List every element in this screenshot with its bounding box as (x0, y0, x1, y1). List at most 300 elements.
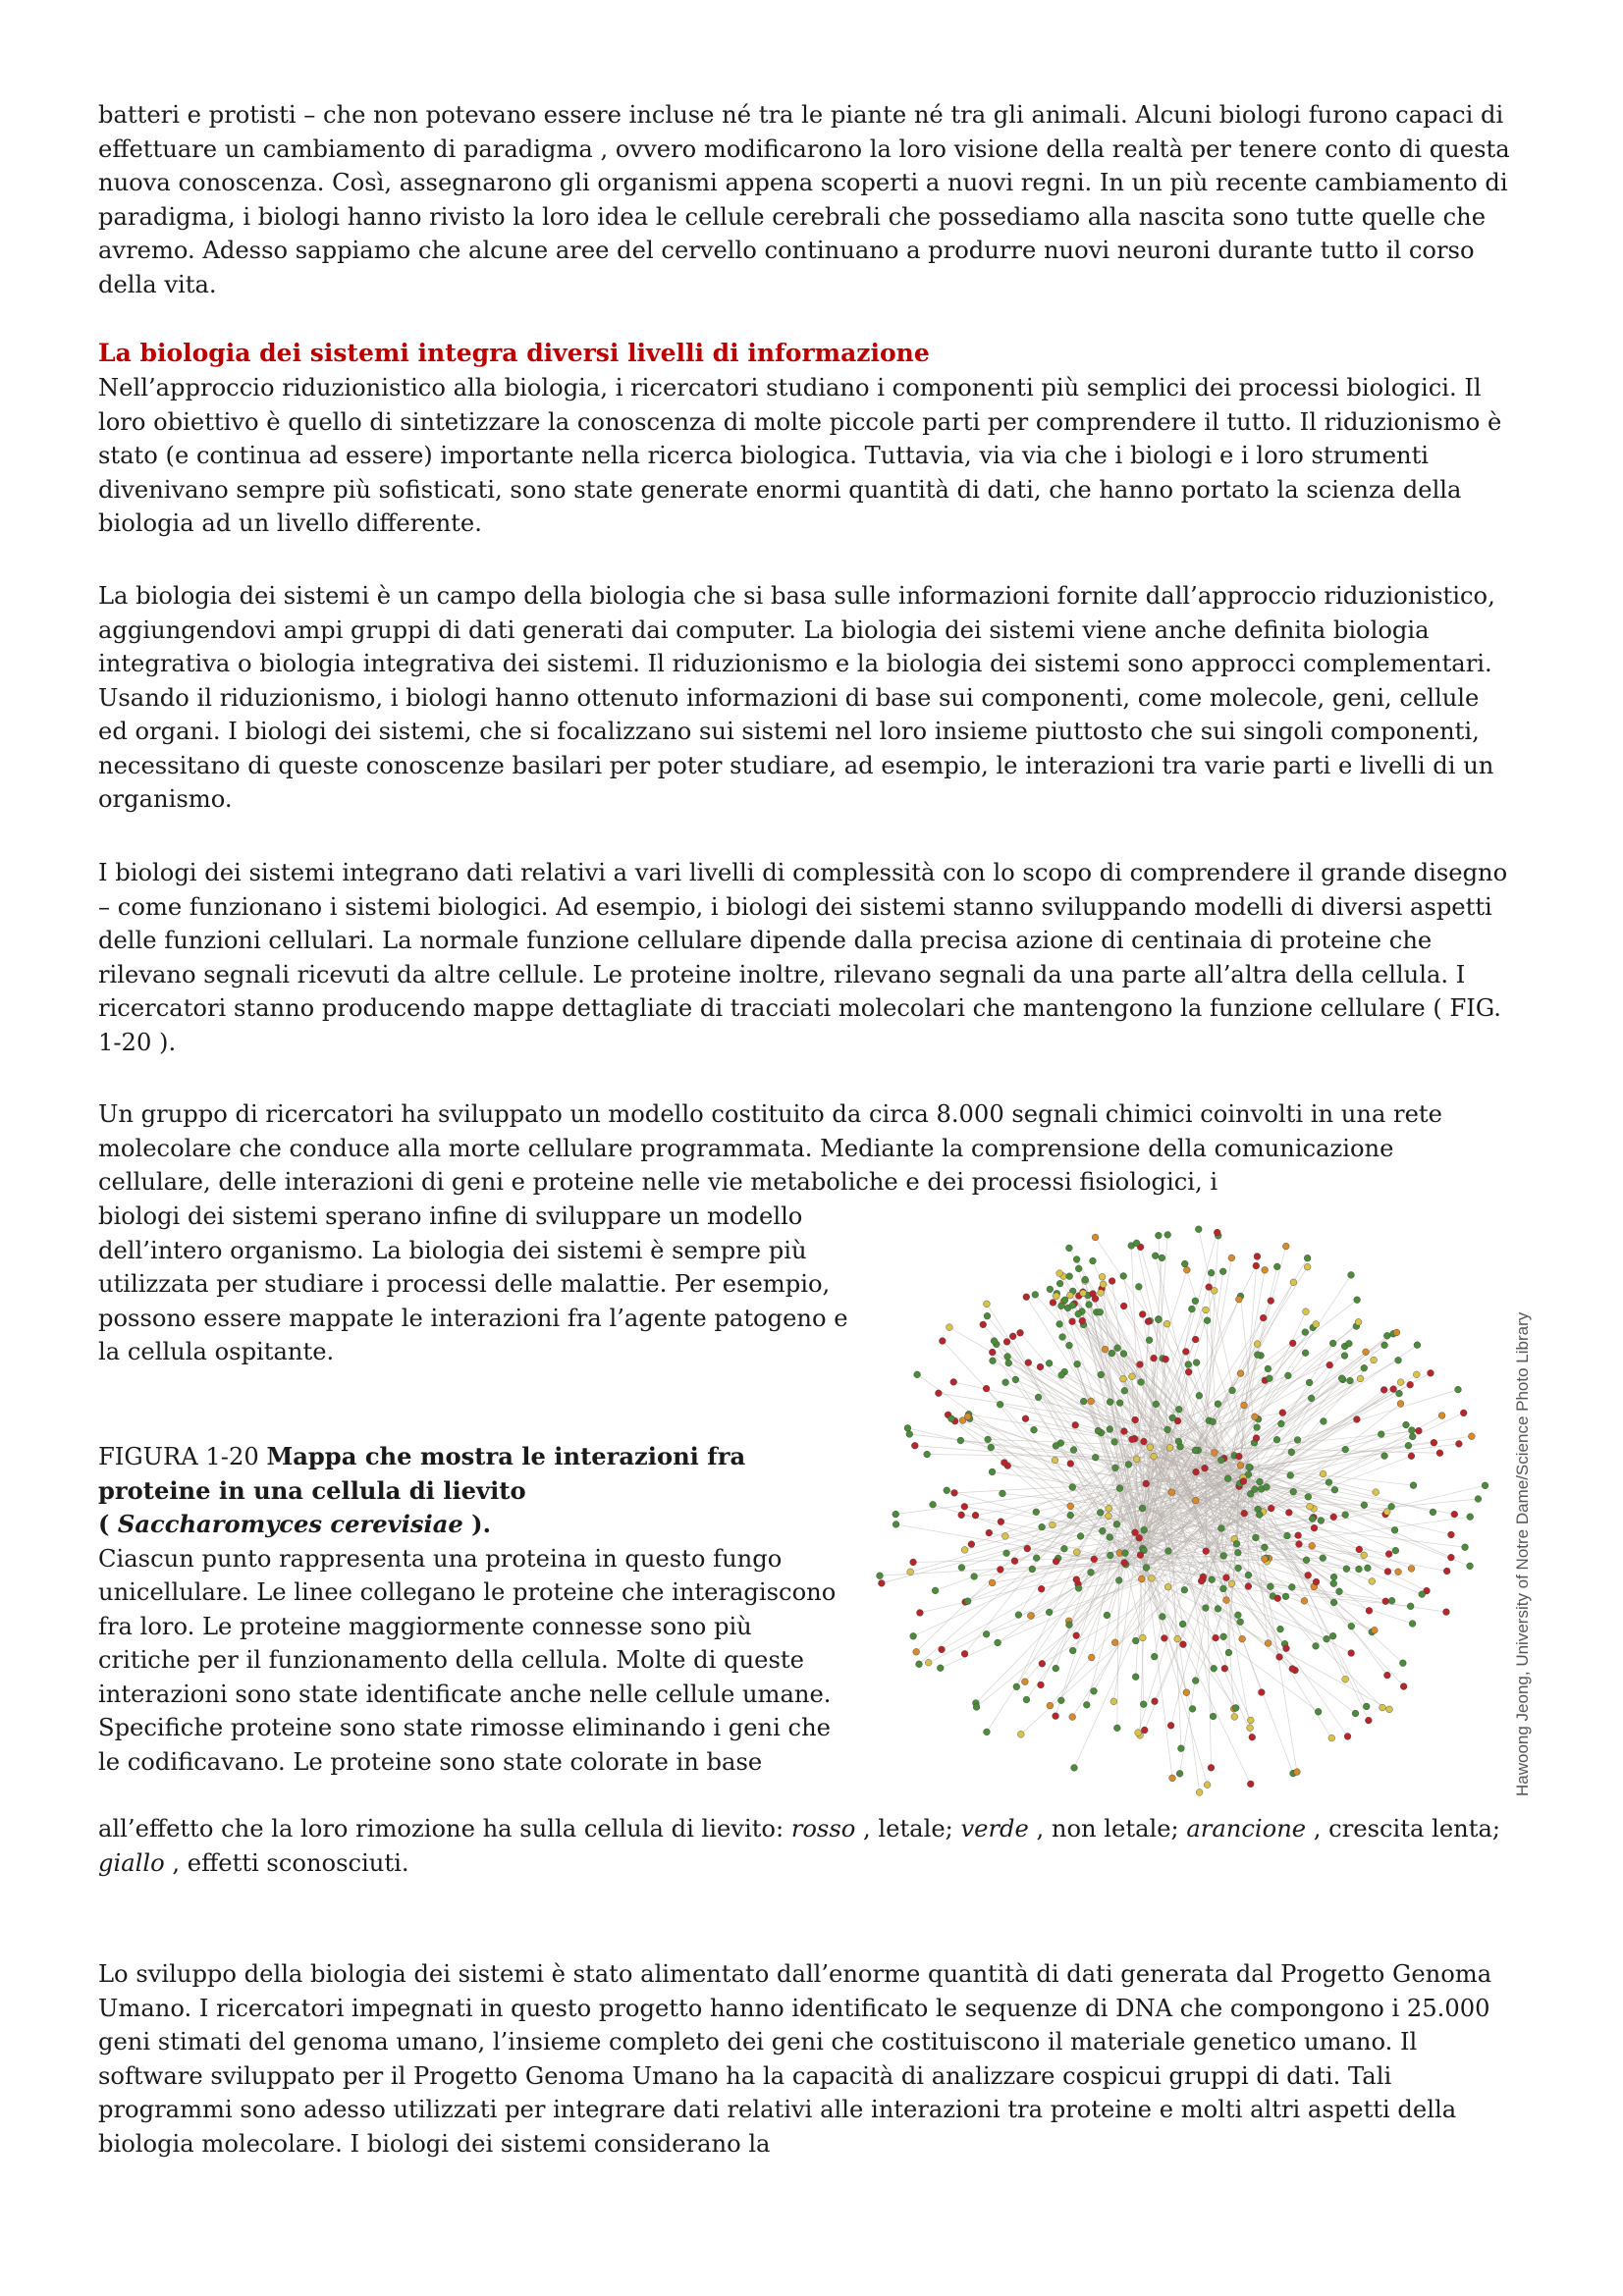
protein-node (1066, 1292, 1073, 1299)
protein-node (1239, 1635, 1246, 1642)
protein-node (1338, 1375, 1345, 1382)
protein-node (1056, 1280, 1063, 1287)
protein-node (1246, 1464, 1253, 1470)
protein-node (1409, 1433, 1416, 1440)
protein-node (989, 1579, 996, 1586)
section-heading: La biologia dei sistemi integra diversi livelli di informazione (98, 339, 930, 367)
protein-node (1247, 1781, 1254, 1788)
protein-node (1366, 1607, 1373, 1614)
protein-node (1069, 1647, 1076, 1654)
protein-node (1025, 1360, 1032, 1366)
legend-red-desc: , letale; (855, 1815, 961, 1842)
legend-intro: all’effetto che la loro rimozione ha sulla cellula di lievito: (98, 1815, 791, 1842)
protein-node (948, 1415, 955, 1422)
protein-node (1155, 1316, 1162, 1323)
protein-node (1189, 1705, 1196, 1712)
protein-node (1057, 1697, 1064, 1704)
protein-node (1111, 1639, 1118, 1646)
protein-node (1451, 1511, 1458, 1518)
protein-node (1073, 1549, 1080, 1556)
protein-node (1282, 1593, 1289, 1600)
protein-node (1215, 1401, 1221, 1408)
protein-node (1288, 1449, 1295, 1456)
protein-node (1318, 1518, 1325, 1524)
protein-node (1188, 1306, 1195, 1312)
protein-node (1083, 1701, 1090, 1708)
protein-node (1052, 1457, 1058, 1464)
protein-node (1283, 1645, 1290, 1652)
protein-node (878, 1579, 885, 1586)
protein-node (1098, 1371, 1105, 1378)
protein-node (932, 1587, 939, 1594)
protein-node (984, 1312, 991, 1319)
protein-node (1399, 1660, 1406, 1667)
protein-node (1347, 1377, 1354, 1384)
protein-node (1053, 1558, 1059, 1565)
protein-node (1035, 1394, 1042, 1401)
protein-node (911, 1442, 918, 1449)
protein-node (1066, 1622, 1073, 1629)
protein-node (1253, 1262, 1260, 1269)
protein-node (1253, 1435, 1260, 1442)
protein-node (1022, 1415, 1029, 1422)
protein-node (1183, 1689, 1190, 1696)
protein-node (1344, 1734, 1351, 1740)
protein-node (1330, 1574, 1337, 1580)
protein-node (1039, 1660, 1046, 1667)
protein-node (1192, 1336, 1199, 1343)
protein-node (1383, 1509, 1390, 1516)
protein-node (1058, 1371, 1065, 1378)
protein-node (983, 1301, 990, 1308)
protein-node (1149, 1575, 1156, 1581)
protein-node (1397, 1401, 1404, 1408)
protein-node (1204, 1317, 1211, 1324)
protein-node (1408, 1566, 1415, 1573)
protein-node (1111, 1438, 1118, 1445)
protein-node (1326, 1362, 1333, 1368)
protein-node (1391, 1526, 1398, 1533)
protein-node (1015, 1612, 1022, 1619)
protein-node (1066, 1342, 1073, 1349)
protein-node (1195, 1226, 1202, 1233)
protein-node (1240, 1478, 1247, 1485)
protein-node (1295, 1532, 1302, 1539)
protein-node (990, 1358, 997, 1364)
protein-node (1284, 1532, 1291, 1539)
protein-node (1031, 1426, 1038, 1433)
protein-node (1027, 1613, 1034, 1620)
protein-node (1069, 1714, 1076, 1721)
protein-node (1095, 1427, 1102, 1434)
protein-node (1247, 1725, 1254, 1732)
protein-node (1241, 1510, 1248, 1517)
protein-node (1129, 1436, 1136, 1443)
protein-node (1058, 1303, 1065, 1309)
protein-node (986, 1529, 993, 1536)
protein-node (1013, 1683, 1020, 1690)
protein-node (1294, 1437, 1301, 1444)
protein-node (1049, 1522, 1055, 1528)
protein-node (1383, 1332, 1390, 1339)
protein-node (997, 1401, 1003, 1408)
protein-node (1254, 1352, 1261, 1359)
protein-node (1475, 1496, 1482, 1503)
protein-node (1097, 1308, 1104, 1315)
protein-node (1371, 1357, 1378, 1363)
protein-node (1306, 1379, 1313, 1386)
protein-node (1003, 1339, 1010, 1346)
protein-node (1342, 1676, 1349, 1682)
protein-node (1447, 1554, 1454, 1561)
protein-node (1067, 1461, 1074, 1468)
protein-node (1163, 1320, 1170, 1327)
protein-node (1254, 1341, 1261, 1348)
protein-nodes (877, 1226, 1488, 1795)
protein-node (893, 1522, 899, 1528)
paragraph-reductionism: Nell’approccio riduzionistico alla biologia, i ricercatori studiano i componenti più semplici dei processi biologici. Il loro obiettivo è quello di sintetizzare la conoscenza di molte piccole parti per comprendere il tutto. Il riduzionismo è stato (e continua ad essere) importante nella ricerca biologica. Tuttavia, via via che i biologi e i loro strumenti divenivano sempre più sofisticati, sono state generate enormi quantità di dati, che hanno portato la scienza della biologia ad un livello differente. (98, 374, 1502, 537)
protein-node (939, 1338, 946, 1345)
protein-node (1182, 1349, 1189, 1356)
protein-node (1258, 1689, 1265, 1696)
photo-credit: Hawoong Jeong, University of Notre Dame/Science Photo Library (1513, 1311, 1532, 1796)
protein-node (1164, 1231, 1171, 1238)
protein-node (1468, 1433, 1475, 1440)
protein-node (1092, 1454, 1099, 1461)
protein-node (1309, 1542, 1316, 1549)
protein-node (914, 1371, 921, 1378)
protein-node (1092, 1234, 1099, 1241)
protein-node (1050, 1300, 1056, 1307)
protein-node (1274, 1595, 1281, 1602)
protein-node (1403, 1421, 1410, 1428)
protein-node (1072, 1421, 1079, 1428)
protein-node (1460, 1410, 1467, 1416)
protein-node (1098, 1290, 1105, 1297)
protein-node (1329, 1632, 1336, 1639)
protein-node (995, 1639, 1001, 1646)
protein-node (1311, 1524, 1318, 1531)
protein-node (1416, 1427, 1423, 1434)
paragraph-intro: batteri e protisti – che non potevano essere incluse né tra le piante né tra gli animali. Alcuni biologi furono capaci di effettuare un cambiamento di paradigma , ovvero modificarono la loro visione della realtà per tenere conto di questa nuova conoscenza. Così, assegnarono gli organismi appena scoperti a nuovi regni. In un più recente cambiamento di paradigma, i biologi hanno rivisto la loro idea le cellule cerebrali che possediamo alla nascita sono tutte quelle che avremo. Adesso sappiamo che alcune aree del cervello continuano a produrre nuovi neuroni durante tutto il corso della vita. (98, 101, 1510, 298)
protein-node (1482, 1482, 1488, 1489)
protein-node (1264, 1483, 1271, 1490)
protein-node (1110, 1698, 1117, 1705)
protein-node (1120, 1272, 1127, 1279)
protein-node (1336, 1588, 1343, 1595)
protein-node (1038, 1682, 1045, 1688)
interaction-lines (880, 1229, 1486, 1792)
protein-node (1303, 1308, 1310, 1315)
protein-node (1192, 1678, 1199, 1684)
protein-node (1208, 1764, 1215, 1771)
protein-node (1196, 1392, 1203, 1399)
protein-node (1235, 1453, 1242, 1460)
protein-node (1331, 1486, 1338, 1493)
protein-node (1302, 1329, 1309, 1336)
protein-node (1053, 1293, 1059, 1300)
protein-node (1099, 1527, 1106, 1534)
protein-node (1431, 1439, 1437, 1446)
protein-node (1383, 1672, 1390, 1679)
protein-node (1467, 1563, 1474, 1570)
protein-node (1046, 1360, 1053, 1366)
protein-node (1438, 1413, 1445, 1419)
protein-node (1217, 1457, 1224, 1464)
protein-node (1075, 1310, 1082, 1317)
protein-node (1220, 1633, 1227, 1640)
protein-node (951, 1489, 958, 1496)
protein-node (1107, 1399, 1113, 1406)
protein-node (925, 1659, 932, 1666)
protein-node (1107, 1534, 1113, 1541)
protein-node (1106, 1513, 1112, 1520)
protein-node (1070, 1447, 1077, 1454)
protein-node (1408, 1427, 1415, 1434)
protein-node (1121, 1560, 1128, 1567)
protein-node (1003, 1550, 1010, 1557)
protein-node (964, 1414, 971, 1420)
protein-node (1285, 1372, 1292, 1379)
protein-node (1143, 1565, 1150, 1572)
protein-node (991, 1338, 998, 1345)
protein-node (1202, 1605, 1209, 1612)
protein-node (1109, 1278, 1115, 1285)
protein-node (961, 1503, 968, 1510)
protein-node (1407, 1381, 1414, 1388)
protein-node (1091, 1556, 1098, 1563)
protein-node (1348, 1650, 1355, 1657)
protein-node (1053, 1443, 1059, 1450)
protein-node (1175, 1406, 1182, 1413)
protein-node (1405, 1442, 1412, 1449)
protein-node (1443, 1609, 1450, 1616)
figure-species: Saccharomyces cerevisiae (117, 1510, 463, 1538)
protein-node (937, 1665, 944, 1672)
protein-node (1139, 1505, 1146, 1512)
protein-node (1203, 1307, 1210, 1313)
protein-node (1159, 1255, 1165, 1261)
paragraph-model-part-2: biologi dei sistemi sperano infine di sviluppare un modello dell’intero organismo. La biologia dei sistemi è sempre più utilizzata per studiare i processi delle malattie. Per esempio, possono essere mappate le interazioni fra l’agente patogeno e la cellula ospitante. (98, 1202, 848, 1365)
protein-node (1009, 1333, 1016, 1340)
protein-node (1268, 1298, 1274, 1305)
protein-node (1174, 1635, 1181, 1642)
protein-node (1225, 1649, 1232, 1656)
protein-node (1079, 1317, 1086, 1324)
protein-node (971, 1574, 978, 1580)
protein-node (1355, 1318, 1362, 1325)
protein-node (1097, 1509, 1104, 1516)
protein-node (1361, 1502, 1368, 1509)
protein-node (1090, 1257, 1097, 1264)
protein-node (1011, 1558, 1018, 1565)
protein-node (1247, 1717, 1254, 1724)
protein-node (1017, 1731, 1024, 1737)
protein-node (1254, 1424, 1261, 1431)
protein-node (1210, 1713, 1217, 1720)
protein-node (1342, 1446, 1349, 1453)
protein-node (1073, 1632, 1080, 1639)
protein-node (1145, 1318, 1152, 1325)
protein-node (950, 1378, 957, 1385)
protein-node (1120, 1303, 1127, 1309)
figure-label: FIGURA 1-20 (98, 1443, 267, 1470)
protein-node (1088, 1569, 1095, 1575)
protein-node (910, 1632, 917, 1639)
protein-node (1185, 1362, 1192, 1368)
protein-node (1371, 1627, 1378, 1633)
protein-node (1099, 1273, 1106, 1280)
legend-green-word: verde (960, 1815, 1029, 1842)
protein-node (1192, 1497, 1199, 1504)
protein-node (930, 1501, 937, 1508)
protein-node (1357, 1375, 1364, 1382)
protein-node (1252, 1414, 1259, 1420)
protein-node (1393, 1329, 1400, 1336)
protein-node (1209, 1576, 1216, 1583)
protein-node (1221, 1665, 1228, 1672)
protein-node (1325, 1479, 1332, 1486)
figure-legend (98, 1812, 1512, 1880)
protein-node (1012, 1376, 1019, 1383)
protein-node (972, 1512, 979, 1519)
protein-node (1330, 1580, 1337, 1587)
protein-node (1136, 1534, 1143, 1541)
protein-node (1141, 1438, 1148, 1445)
protein-node (1039, 1523, 1046, 1530)
protein-node (1046, 1609, 1053, 1616)
protein-node (1268, 1583, 1274, 1590)
protein-node (1237, 1370, 1244, 1377)
protein-node (1289, 1340, 1296, 1347)
legend-green-desc: , non letale; (1028, 1815, 1187, 1842)
protein-node (1363, 1703, 1370, 1710)
protein-node (1265, 1365, 1271, 1372)
protein-node (1324, 1635, 1330, 1642)
protein-node (1294, 1769, 1301, 1776)
legend-orange-desc: , crescita lenta; (1306, 1815, 1501, 1842)
protein-node (1215, 1605, 1221, 1612)
protein-node (1137, 1362, 1144, 1368)
protein-node (1080, 1398, 1087, 1405)
protein-node (1069, 1318, 1076, 1325)
protein-node (973, 1704, 980, 1711)
protein-node (1155, 1232, 1162, 1239)
protein-node (1109, 1350, 1115, 1357)
protein-node (1024, 1545, 1031, 1552)
protein-node (1279, 1410, 1286, 1416)
protein-node (997, 1567, 1003, 1574)
protein-node (1320, 1470, 1326, 1477)
protein-node (1082, 1276, 1089, 1283)
protein-node (989, 1349, 996, 1356)
protein-node (1304, 1255, 1311, 1261)
protein-node (1204, 1782, 1211, 1789)
protein-node (1268, 1505, 1274, 1512)
protein-node (1033, 1555, 1040, 1562)
protein-node (1363, 1349, 1370, 1356)
protein-node (1164, 1426, 1171, 1433)
protein-node (1053, 1665, 1059, 1672)
protein-node (1462, 1544, 1469, 1551)
protein-node (1165, 1548, 1172, 1555)
protein-node (1196, 1789, 1203, 1795)
protein-node (1329, 1340, 1336, 1347)
protein-node (877, 1573, 884, 1579)
protein-node (1169, 1415, 1176, 1421)
protein-node (1396, 1390, 1403, 1397)
protein-network-figure (854, 1188, 1502, 1816)
protein-node (1380, 1704, 1386, 1711)
protein-node (1112, 1465, 1119, 1471)
protein-node (1348, 1623, 1355, 1629)
protein-node (1369, 1578, 1376, 1585)
protein-node (1261, 1556, 1268, 1563)
protein-node (964, 1598, 971, 1605)
protein-node (1305, 1493, 1312, 1500)
protein-node (1161, 1634, 1167, 1641)
protein-node (1107, 1552, 1113, 1559)
protein-node (1141, 1526, 1148, 1533)
protein-node (1074, 1361, 1081, 1367)
protein-node (1273, 1436, 1280, 1443)
protein-node (1202, 1465, 1209, 1471)
paragraph-systems-definition: La biologia dei sistemi è un campo della biologia che si basa sulle informazioni fornite dall’approccio riduzionistico, aggiungendovi ampi gruppi di dati generati dai computer. La biologia dei sistemi viene anche definita biologia integrativa o biologia integrativa dei sistemi. Il riduzionismo e la biologia dei sistemi sono approcci complementari. Usando il riduzionismo, i biologi hanno ottenuto informazioni di base sui componenti, come molecole, geni, cellule ed organi. I biologi dei sistemi, che si focalizzano sui sistemi nel loro insieme piuttosto che sui singoli componenti, necessitano di queste conoscenze basilari per poter studiare, ad esempio, le interazioni tra varie parti e livelli di un organismo. (98, 582, 1495, 813)
protein-node (1303, 1557, 1310, 1564)
protein-node (989, 1468, 996, 1475)
protein-node (1023, 1294, 1030, 1301)
protein-node (1354, 1297, 1361, 1304)
legend-red-word: rosso (790, 1815, 856, 1842)
protein-node (910, 1559, 917, 1566)
protein-node (1386, 1706, 1393, 1713)
protein-node (1419, 1591, 1426, 1598)
protein-node (1330, 1514, 1337, 1521)
protein-node (1428, 1369, 1434, 1376)
protein-node (1400, 1683, 1407, 1690)
protein-node (1061, 1297, 1068, 1304)
protein-node (1342, 1512, 1349, 1519)
protein-node (1139, 1311, 1146, 1318)
protein-node (1287, 1472, 1294, 1479)
protein-node (1346, 1340, 1353, 1347)
protein-node (1203, 1548, 1210, 1555)
protein-node (1047, 1702, 1054, 1709)
paragraph-model-part-1: Un gruppo di ricercatori ha sviluppato un modello costituito da circa 8.000 segnali chimici coinvolti in una rete molecolare che conduce alla morte cellulare programmata. Mediante la comprensione della comunicazione cellulare, delle interazioni di geni e proteine nelle vie metaboliche e dei processi fisiologici, i (98, 1100, 1442, 1196)
protein-node (1029, 1566, 1036, 1573)
protein-node (1397, 1379, 1404, 1386)
protein-node (1143, 1480, 1150, 1487)
protein-node (1151, 1453, 1158, 1460)
protein-node (1380, 1386, 1387, 1393)
protein-node (1395, 1357, 1402, 1363)
protein-node (1365, 1565, 1372, 1572)
protein-node (1234, 1612, 1241, 1619)
protein-node (1361, 1364, 1368, 1371)
protein-node (1219, 1268, 1226, 1275)
protein-node (1302, 1350, 1309, 1357)
protein-node (1237, 1619, 1244, 1626)
protein-node (957, 1437, 964, 1444)
protein-node (1073, 1256, 1080, 1263)
protein-node (1212, 1449, 1218, 1456)
protein-node (1430, 1509, 1436, 1516)
protein-node (1153, 1401, 1160, 1408)
protein-node (1256, 1512, 1263, 1519)
protein-node (1038, 1585, 1045, 1592)
protein-node (1141, 1727, 1148, 1734)
protein-node (1301, 1597, 1308, 1604)
